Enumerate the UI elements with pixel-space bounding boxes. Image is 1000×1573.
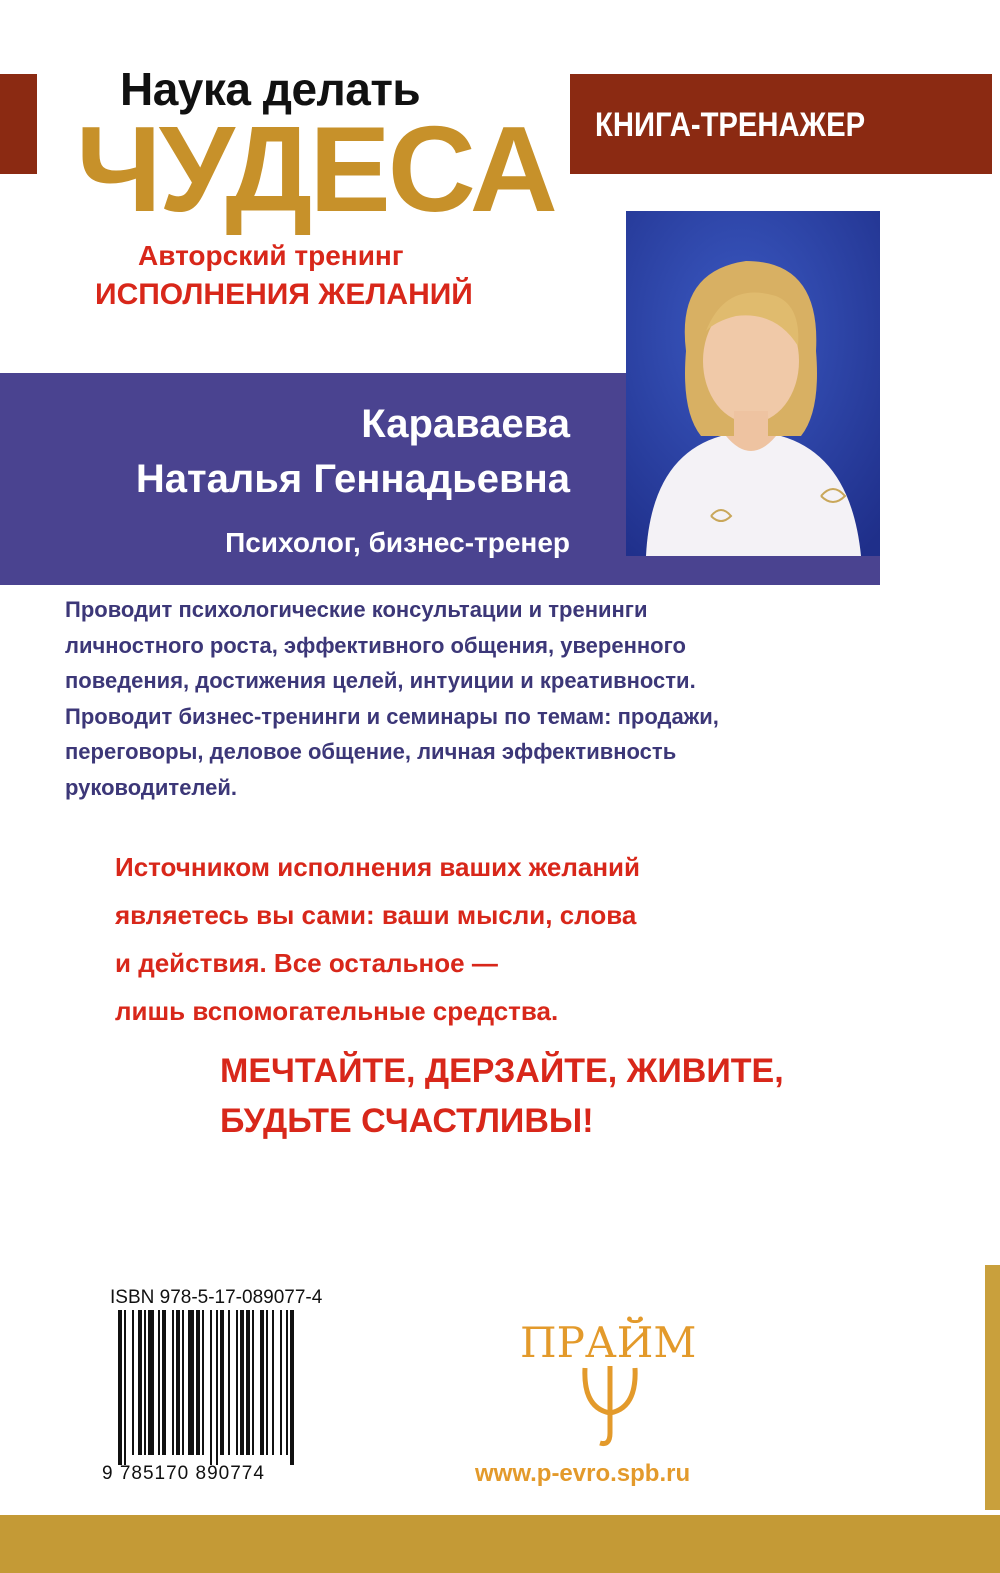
quote-line: лишь вспомогательные средства. (115, 996, 559, 1026)
barcode-bar (124, 1310, 126, 1465)
right-edge-stripe (985, 1265, 1000, 1510)
subtitle-line1: Авторский тренинг (138, 240, 404, 271)
barcode-bar (236, 1310, 238, 1455)
barcode-bar (286, 1310, 288, 1455)
author-role: Психолог, бизнес-тренер (225, 527, 570, 558)
quote (115, 843, 835, 1035)
bio-line: личностного роста, эффективного общения, уверенного (65, 632, 686, 658)
publisher-site-link[interactable]: www.p-evro.spb.ru (475, 1460, 691, 1487)
left-stripe (0, 74, 37, 174)
barcode-bar (280, 1310, 282, 1455)
barcode-bar (132, 1310, 134, 1455)
barcode-digits: 9 785170 890774 (102, 1463, 265, 1484)
author-photo (626, 211, 880, 556)
barcode-bar (148, 1310, 154, 1455)
quote-line: Источником исполнения ваших желаний (115, 852, 641, 882)
bio-line: переговоры, деловое общение, личная эффективность (65, 739, 677, 764)
title-line2: ЧУДЕСА (76, 101, 555, 237)
barcode-bar (188, 1310, 194, 1455)
barcode-bar (202, 1310, 204, 1455)
bio-line: Проводит бизнес-тренинги и семинары по темам: продажи, (65, 703, 719, 729)
barcode-bar (172, 1310, 174, 1455)
barcode-bar (144, 1310, 146, 1455)
barcode-bar (176, 1310, 180, 1455)
barcode-bar (220, 1310, 224, 1455)
subtitle-line2: ИСПОЛНЕНИЯ ЖЕЛАНИЙ (95, 278, 473, 311)
barcode-bar (266, 1310, 268, 1455)
motto-line: МЕЧТАЙТЕ, ДЕРЗАЙТЕ, ЖИВИТЕ, (220, 1052, 784, 1090)
barcode (110, 1310, 360, 1475)
bio-line: руководителей. (65, 774, 237, 800)
barcode-bar (228, 1310, 230, 1455)
title-line1: Наука делать (120, 63, 421, 115)
bio-line: поведения, достижения целей, интуиции и креативности. (65, 668, 696, 693)
barcode-bar (138, 1310, 142, 1455)
author-bio (65, 592, 845, 805)
barcode-bar (216, 1310, 218, 1465)
author-name: Наталья Геннадьевна (135, 457, 570, 501)
bio-line: Проводит психологические консультации и тренинги (65, 597, 648, 622)
barcode-bar (290, 1310, 294, 1465)
psi-logo-icon (575, 1358, 645, 1448)
quote-line: являетесь вы сами: ваши мысли, слова (115, 900, 637, 930)
barcode-bar (252, 1310, 254, 1455)
barcode-bar (210, 1310, 212, 1465)
barcode-bar (158, 1310, 160, 1455)
publisher-logo-text: ПРАЙМ (520, 1318, 697, 1367)
quote-line: и действия. Все остальное — (115, 948, 498, 978)
isbn-label: ISBN 978-5-17-089077-4 (110, 1287, 323, 1308)
barcode-bar (260, 1310, 264, 1455)
bottom-band (0, 1515, 1000, 1573)
barcode-bar (240, 1310, 244, 1455)
barcode-bar (272, 1310, 274, 1455)
motto (220, 1046, 784, 1146)
barcode-bar (196, 1310, 200, 1455)
barcode-bar (162, 1310, 166, 1455)
barcode-bar (118, 1310, 122, 1465)
motto-line: БУДЬТЕ СЧАСТЛИВЫ! (220, 1102, 594, 1140)
author-surname: Караваева (361, 402, 570, 446)
banner-text: КНИГА-ТРЕНАЖЕР (595, 106, 866, 144)
barcode-bar (246, 1310, 250, 1455)
barcode-bar (182, 1310, 184, 1455)
